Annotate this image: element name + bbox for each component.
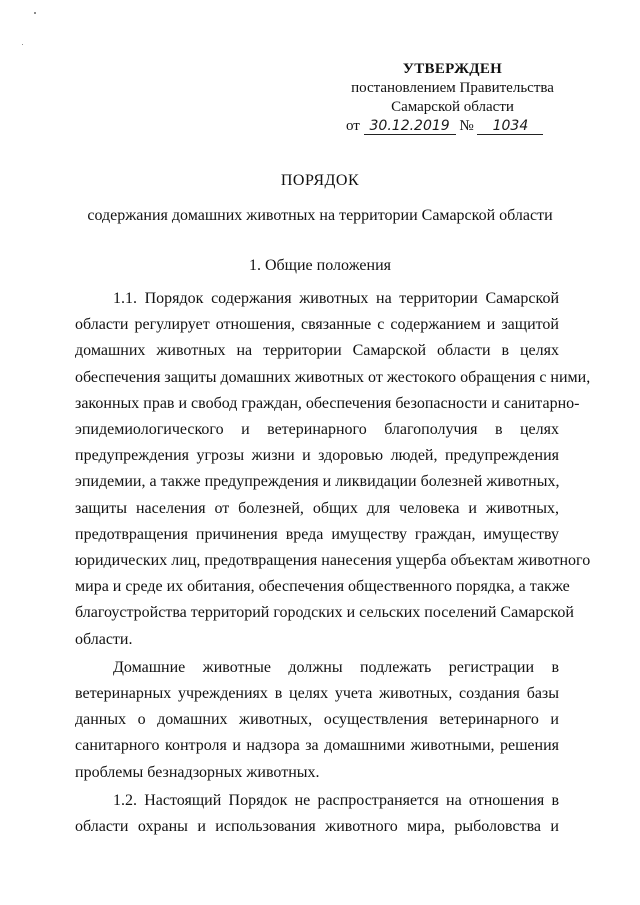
approval-line-2: Самарской области [391,99,514,115]
text-line: проблемы безнадзорных животных. [75,763,320,781]
text-line: области. [75,630,133,648]
scan-speck [34,12,36,14]
text-line: эпидемиологического и ветеринарного благополучия в целях [75,421,559,439]
handwritten-number: 1034 [477,118,543,135]
text-line: Домашние животные должны подлежать регистрации в [113,658,559,676]
text-line: предупреждения угрозы жизни и здоровью людей, предупреждения [75,447,559,465]
text-line: санитарного контроля и надзора за домашними животными, решения [75,737,559,755]
text-line: ветеринарных учреждениях в целях учета животных, создания базы [75,685,559,703]
text-line: предотвращения причинения вреда имуществу граждан, имуществу [75,525,559,543]
section-heading: 1. Общие положения [248,257,392,274]
approval-stamp [340,60,565,136]
approval-title: УТВЕРЖДЕН [402,61,503,77]
text-line: 1.1. Порядок содержания животных на территории Самарской [113,290,559,307]
number-prefix: № [459,118,474,134]
handwritten-date: 30.12.2019 [364,118,456,135]
text-line: области регулирует отношения, связанные с содержанием и защитой [75,316,559,334]
approval-date-number [340,117,565,136]
text-line: мира и среде их обитания, обеспечения общественного порядка, а также [75,578,570,596]
text-line: юридических лиц, предотвращения нанесения ущерба объектам животного [75,552,591,570]
document-title: ПОРЯДОК [280,172,360,189]
text-line: эпидемии, а также предупреждения и ликвидации болезней животных, [75,473,560,491]
text-line: защиты населения от болезней, общих для человека и животных, [75,499,559,517]
scan-speck [22,44,23,45]
text-line: обеспечения защиты домашних животных от жестокого обращения с ними, [75,368,591,386]
text-line: данных о домашних животных, осуществления ветеринарного и [75,711,559,729]
approval-line-1: постановлением Правительства [351,80,554,96]
text-line: области охраны и использования животного мира, рыболовства и [75,818,559,836]
text-line: домашних животных на территории Самарской области в целях [75,342,559,360]
text-line: законных прав и свобод граждан, обеспечения безопасности и санитарно- [75,394,580,412]
date-prefix: от [346,118,360,134]
document-body [75,286,591,840]
text-line: благоустройства территорий городских и сельских поселений Самарской [75,604,574,622]
document-subtitle: содержания домашних животных на территории Самарской области [87,207,553,224]
text-line: 1.2. Настоящий Порядок не распространяется на отношения в [113,791,559,809]
